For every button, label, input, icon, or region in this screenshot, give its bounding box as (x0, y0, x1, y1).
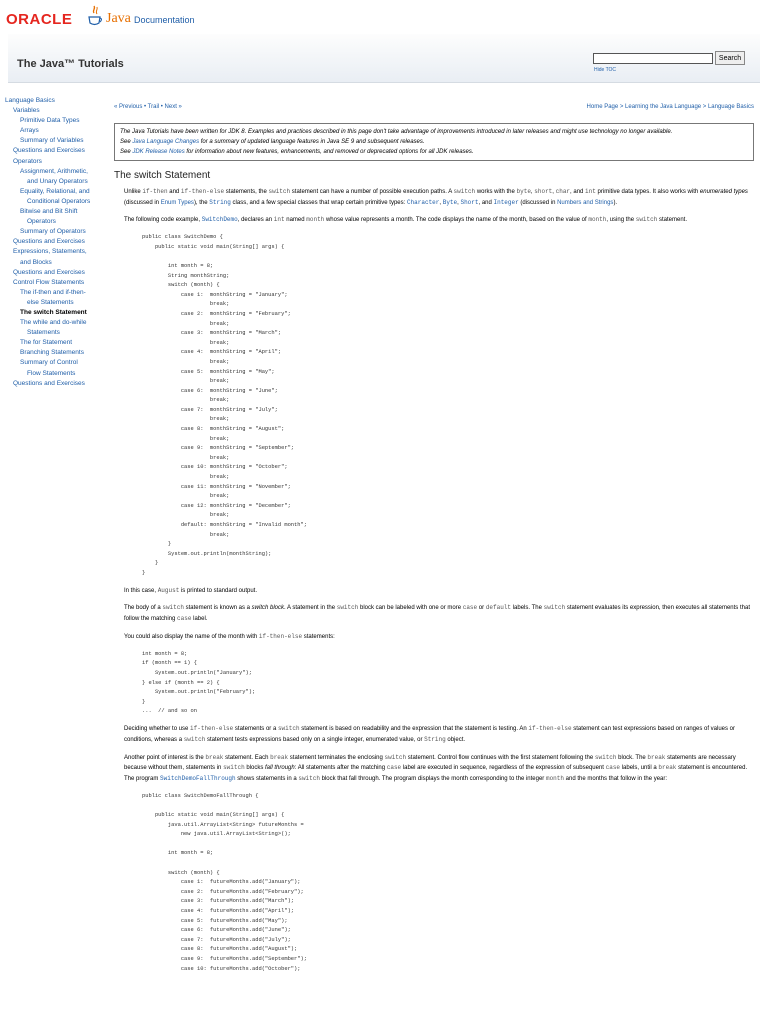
oracle-logo[interactable]: ORACLE (6, 11, 73, 28)
paragraph-deciding: Deciding whether to use if-then-else statements or a switch statement is based on readability and the expression that the statement is testing. An if-then-else statement can test expressions based on ranges of values or conditions, whereas a switch statement tests expressions based only on a single integer, enumerated value, or String object. (124, 724, 736, 743)
prev-trail-next-links[interactable]: « Previous • Trail • Next » (114, 104, 182, 110)
paragraph-break: Another point of interest is the break statement. Each break statement terminates the enclosing switch statement. Control flow continues with the first statement following the switch block. The break statements are necessary because without them, statements in switch blocks fall through: All statements after the matching case label are executed in sequence, regardless of the expression of subsequent case labels, until a break statement is encountered. The program SwitchDemoFallThrough shows statements in a switch block that fall through. The program displays the month corresponding to the integer month and the months that follow in the year: (124, 753, 748, 783)
toc-item[interactable]: Conditional Operators (27, 197, 91, 205)
toc-item[interactable]: Questions and Exercises (13, 147, 85, 155)
toc-item[interactable]: Expressions, Statements, (13, 248, 87, 256)
toc-item[interactable]: Arrays (20, 127, 39, 135)
numbers-and-strings-link[interactable]: Numbers and Strings (557, 199, 614, 206)
toc-item[interactable]: Questions and Exercises (13, 238, 85, 246)
integer-link[interactable]: Integer (493, 198, 519, 206)
toc-item[interactable]: Bitwise and Bit Shift (20, 208, 78, 216)
jdk-release-notes-link[interactable]: JDK Release Notes (132, 149, 185, 155)
java-language-changes-link[interactable]: Java Language Changes (132, 139, 200, 145)
toc-item[interactable]: Operators (13, 157, 42, 165)
java-wordmark[interactable]: Java (106, 11, 131, 26)
string-link[interactable]: String (209, 198, 231, 206)
tutorials-title[interactable]: The Java™ Tutorials (17, 58, 124, 70)
paragraph-intro: Unlike if-then and if-then-else statements, the switch statement can have a number of possible execution paths. A switch works with the byte, short, char, and int primitive data types. It also works with enumerated types (discussed in Enum Types), the String class, and a few special classes that wrap certain primitive types: Character, Byte, Short, and Integer (discussed in Numbers and Strings). (124, 187, 748, 206)
documentation-link[interactable]: Documentation (134, 15, 195, 25)
toc-item[interactable]: The while and do-while (20, 319, 87, 327)
toc-item[interactable]: Control Flow Statements (13, 278, 85, 286)
page-title: The switch Statement (114, 170, 211, 181)
toc-item[interactable]: Language Basics (5, 97, 55, 104)
toc-item[interactable]: Flow Statements (27, 369, 76, 377)
toc-item[interactable]: Statements (27, 329, 60, 337)
toc-item[interactable]: The if-then and if-then- (20, 288, 86, 296)
short-link[interactable]: Short (460, 198, 479, 206)
toc-item[interactable]: and Unary Operators (27, 177, 88, 185)
toc-item[interactable]: Branching Statements (20, 349, 84, 357)
toc-item[interactable]: Equality, Relational, and (20, 187, 90, 195)
toc-item[interactable]: Questions and Exercises (13, 268, 85, 276)
nav-line (114, 100, 754, 114)
toc-item[interactable]: Questions and Exercises (13, 379, 85, 387)
code-if-then-else: int month = 8; if (month == 1) { System.out.println("January"); } else if (month == 2) { System.out.println("February"); } ... // and so on (142, 650, 256, 715)
toc-item[interactable]: and Blocks (20, 258, 52, 266)
paragraph-switchdemo: The following code example, SwitchDemo, declares an int named month whose value represents a month. The code displays the name of the month, based on the value of month, using the switch statement. (124, 216, 688, 224)
page-header (8, 34, 760, 83)
switchdemofallthrough-link[interactable]: SwitchDemoFallThrough (160, 775, 236, 783)
toc-item[interactable]: Variables (13, 107, 40, 115)
paragraph-switch-block: The body of a switch statement is known as a switch block. A statement in the switch block can be labeled with one or more case or default labels. The switch statement evaluates its expression, then executes all statements that follow the matching case label. (124, 604, 750, 623)
character-link[interactable]: Character (406, 198, 440, 206)
byte-link[interactable]: Byte (442, 198, 458, 206)
table-of-contents (5, 96, 105, 389)
main-content (114, 100, 754, 981)
code-fallthrough: public class SwitchDemoFallThrough { public static void main(String[] args) { java.util.ArrayList<String> futureMonths = new java.util.ArrayList<String>(); int month = 8; switch (month) { case 1: futureMonths.add("January"); case 2: futureMonths.add("February"); case 3: futureMonths.add("March"); case 4: futureMonths.add("April"); case 5: futureMonths.add("May"); case 6: futureMonths.add("June"); case 7: futureMonths.add("July"); case 8: futureMonths.add("August"); case 9: futureMonths.add("September"); case 10: futureMonths.add("October"); (142, 792, 307, 972)
note-line-1: The Java Tutorials have been written for JDK 8. Examples and practices described in this page don't take advantage of improvements introduced in later releases and might use technology no longer available. (120, 129, 673, 135)
breadcrumb[interactable]: Home Page > Learning the Java Language > Language Basics (586, 104, 754, 110)
enum-types-link[interactable]: Enum Types (160, 199, 194, 206)
jdk-note-box (114, 123, 754, 161)
toc-item[interactable]: Operators (27, 218, 56, 226)
search-button[interactable]: Search (715, 51, 745, 65)
search-input[interactable] (593, 53, 713, 64)
paragraph-if-then-else: You could also display the name of the month with if-then-else statements: (124, 632, 335, 640)
note-line-3: See JDK Release Notes for information about new features, enhancements, and removed or deprecated options for all JDK releases. (120, 149, 474, 155)
note-line-2: See Java Language Changes for a summary of updated language features in Java SE 9 and subsequent releases. (120, 139, 425, 145)
toc-item: The switch Statement (20, 308, 87, 316)
java-cup-icon[interactable] (86, 4, 104, 28)
toc-item[interactable]: Primitive Data Types (20, 117, 80, 125)
paragraph-august: In this case, August is printed to standard output. (124, 586, 258, 594)
switchdemo-link[interactable]: SwitchDemo (201, 216, 238, 224)
toc-item[interactable]: Summary of Control (20, 359, 78, 367)
toc-item[interactable]: Summary of Variables (20, 137, 84, 145)
hide-toc-link[interactable]: Hide TOC (594, 67, 617, 73)
toc-item[interactable]: Assignment, Arithmetic, (20, 167, 88, 175)
toc-item[interactable]: else Statements (27, 298, 74, 306)
toc-item[interactable]: Summary of Operators (20, 228, 86, 236)
code-switchdemo: public class SwitchDemo { public static void main(String[] args) { int month = 8; String monthString; switch (month) { case 1: monthString = "January"; break; case 2: monthString = "February"; break; case 3: monthString = "March"; break; case 4: monthString = "April"; break; case 5: monthString = "May"; break; case 6: monthString = "June"; break; case 7: monthString = "July"; break; case 8: monthString = "August"; break; case 9: monthString = "September"; break; case 10: monthString = "October"; break; case 11: monthString = "November"; break; case 12: monthString = "December"; break; default: monthString = "Invalid month"; break; } System.out.println(monthString); } } (142, 234, 307, 576)
toc-item[interactable]: The for Statement (20, 339, 73, 347)
top-bar (0, 0, 768, 34)
